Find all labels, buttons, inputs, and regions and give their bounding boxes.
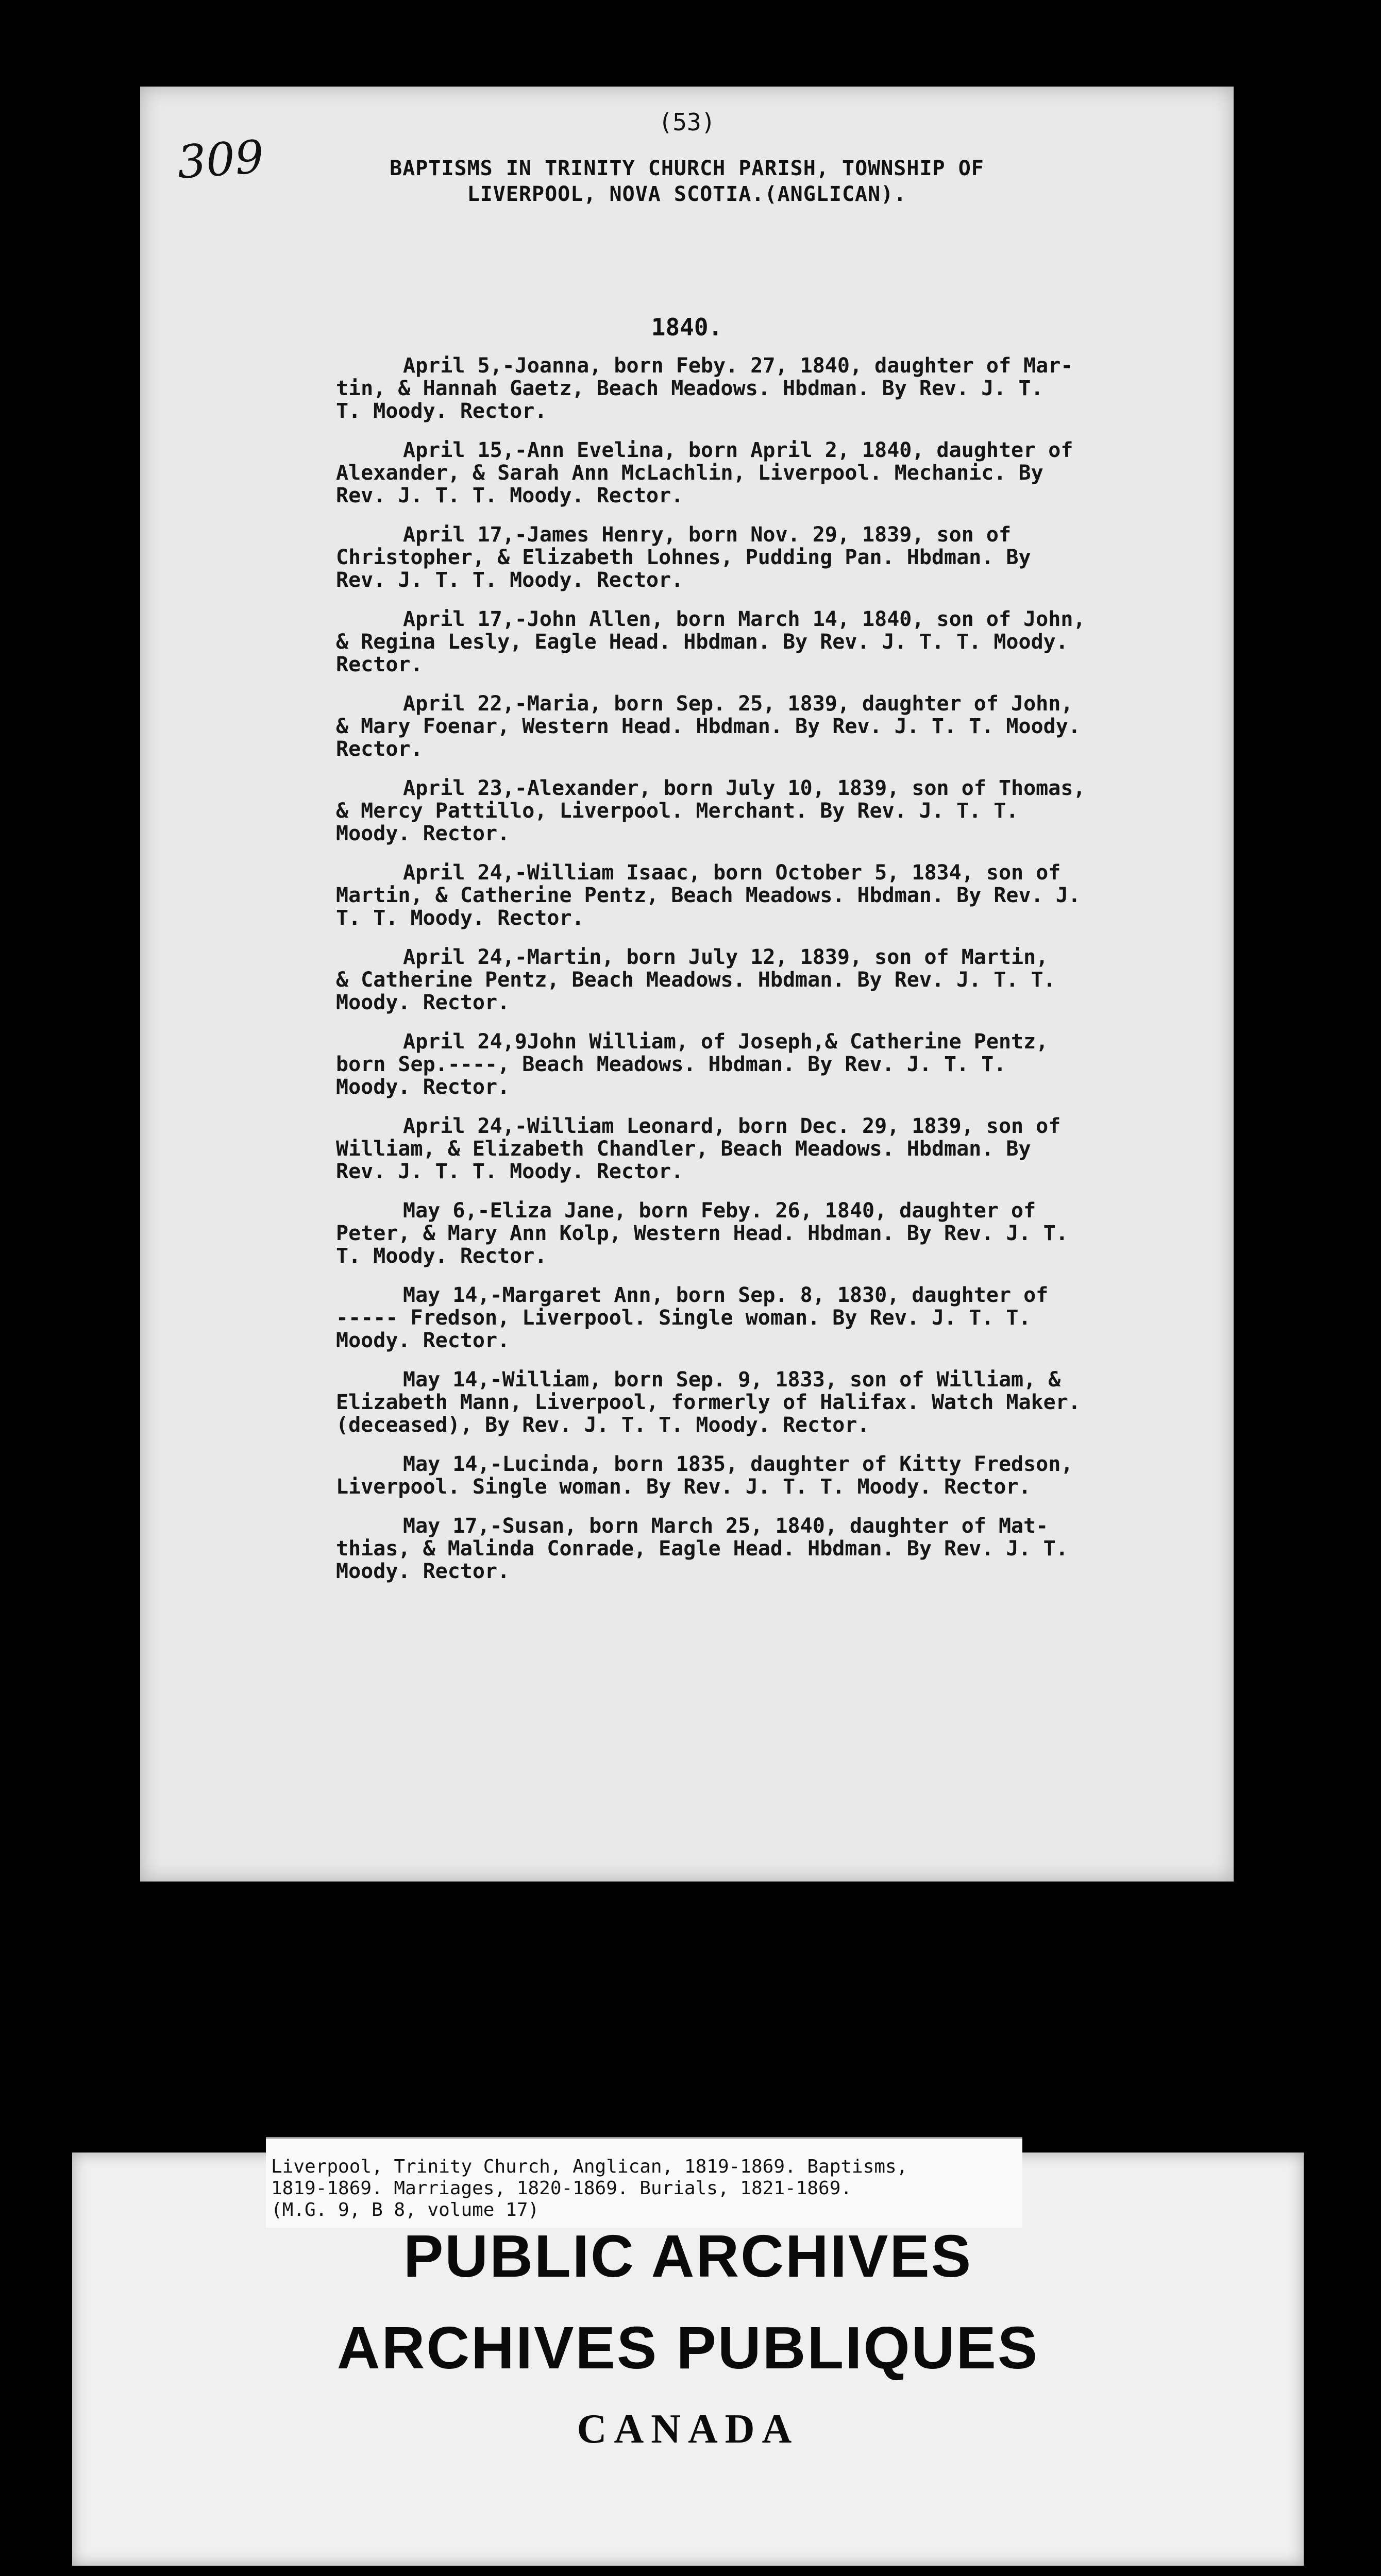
- baptism-entry: April 24,-William Isaac, born October 5, 1834, son of Martin, & Catherine Pentz, Beach Meadows. Hbdman. By Rev. J. T. T. Moody. Rector.: [336, 861, 1081, 930]
- baptism-entry: May 14,-William, born Sep. 9, 1833, son of William, & Elizabeth Mann, Liverpool, formerly of Halifax. Watch Maker. (deceased), By Rev. J. T. T. Moody. Rector.: [336, 1368, 1081, 1437]
- year-heading: 1840.: [651, 313, 723, 341]
- baptism-entry: April 22,-Maria, born Sep. 25, 1839, daughter of John, & Mary Foenar, Western Head. Hbdman. By Rev. J. T. T. Moody. Rector.: [336, 692, 1081, 761]
- baptism-entry: April 15,-Ann Evelina, born April 2, 1840, daughter of Alexander, & Sarah Ann McLachlin, Liverpool. Mechanic. By Rev. J. T. T. Moody. Rector.: [336, 438, 1073, 507]
- handwritten-page-number: 309: [175, 130, 266, 189]
- document-page: [140, 87, 1234, 1882]
- archives-label-english: PUBLIC ARCHIVES: [403, 2223, 973, 2290]
- citation-slip: Liverpool, Trinity Church, Anglican, 1819-1869. Baptisms, 1819-1869. Marriages, 1820-1869. Burials, 1821-1869. (M.G. 9, B 8, volume 17): [266, 2137, 1022, 2228]
- archives-label-french: ARCHIVES PUBLIQUES: [336, 2314, 1039, 2381]
- baptism-entry: May 14,-Margaret Ann, born Sep. 8, 1830, daughter of ----- Fredson, Liverpool. Single woman. By Rev. J. T. T. Moody. Rector.: [336, 1283, 1049, 1352]
- baptism-entry: April 5,-Joanna, born Feby. 27, 1840, daughter of Mar- tin, & Hannah Gaetz, Beach Meadows. Hbdman. By Rev. J. T. T. Moody. Rector.: [336, 354, 1073, 423]
- baptism-entry: April 17,-James Henry, born Nov. 29, 1839, son of Christopher, & Elizabeth Lohnes, Pudding Pan. Hbdman. By Rev. J. T. T. Moody. Rector.: [336, 523, 1031, 592]
- baptism-entries: [336, 354, 1150, 1599]
- page-number: (53): [658, 108, 716, 136]
- baptism-entry: May 14,-Lucinda, born 1835, daughter of Kitty Fredson, Liverpool. Single woman. By Rev. J. T. T. Moody. Rector.: [336, 1452, 1073, 1499]
- baptism-entry: April 24,9John William, of Joseph,& Catherine Pentz, born Sep.----, Beach Meadows. Hbdman. By Rev. J. T. T. Moody. Rector.: [336, 1030, 1049, 1099]
- baptism-entry: April 24,-Martin, born July 12, 1839, son of Martin, & Catherine Pentz, Beach Meadows. Hbdman. By Rev. J. T. T. Moody. Rector.: [336, 945, 1056, 1014]
- baptism-entry: April 17,-John Allen, born March 14, 1840, son of John, & Regina Lesly, Eagle Head. Hbdman. By Rev. J. T. T. Moody. Rector.: [336, 607, 1086, 676]
- baptism-entry: April 23,-Alexander, born July 10, 1839, son of Thomas, & Mercy Pattillo, Liverpool. Merchant. By Rev. J. T. T. Moody. Rector.: [336, 776, 1086, 845]
- baptism-entry: April 24,-William Leonard, born Dec. 29, 1839, son of William, & Elizabeth Chandler, Beach Meadows. Hbdman. By Rev. J. T. T. Moody. Rector.: [336, 1114, 1061, 1183]
- document-title: BAPTISMS IN TRINITY CHURCH PARISH, TOWNSHIP OF LIVERPOOL, NOVA SCOTIA.(ANGLICAN).: [390, 157, 984, 206]
- archives-label-country: CANADA: [577, 2406, 799, 2452]
- baptism-entry: May 6,-Eliza Jane, born Feby. 26, 1840, daughter of Peter, & Mary Ann Kolp, Western Head. Hbdman. By Rev. J. T. T. Moody. Rector.: [336, 1199, 1068, 1268]
- baptism-entry: May 17,-Susan, born March 25, 1840, daughter of Mat- thias, & Malinda Conrade, Eagle Head. Hbdman. By Rev. J. T. Moody. Rector.: [336, 1514, 1068, 1583]
